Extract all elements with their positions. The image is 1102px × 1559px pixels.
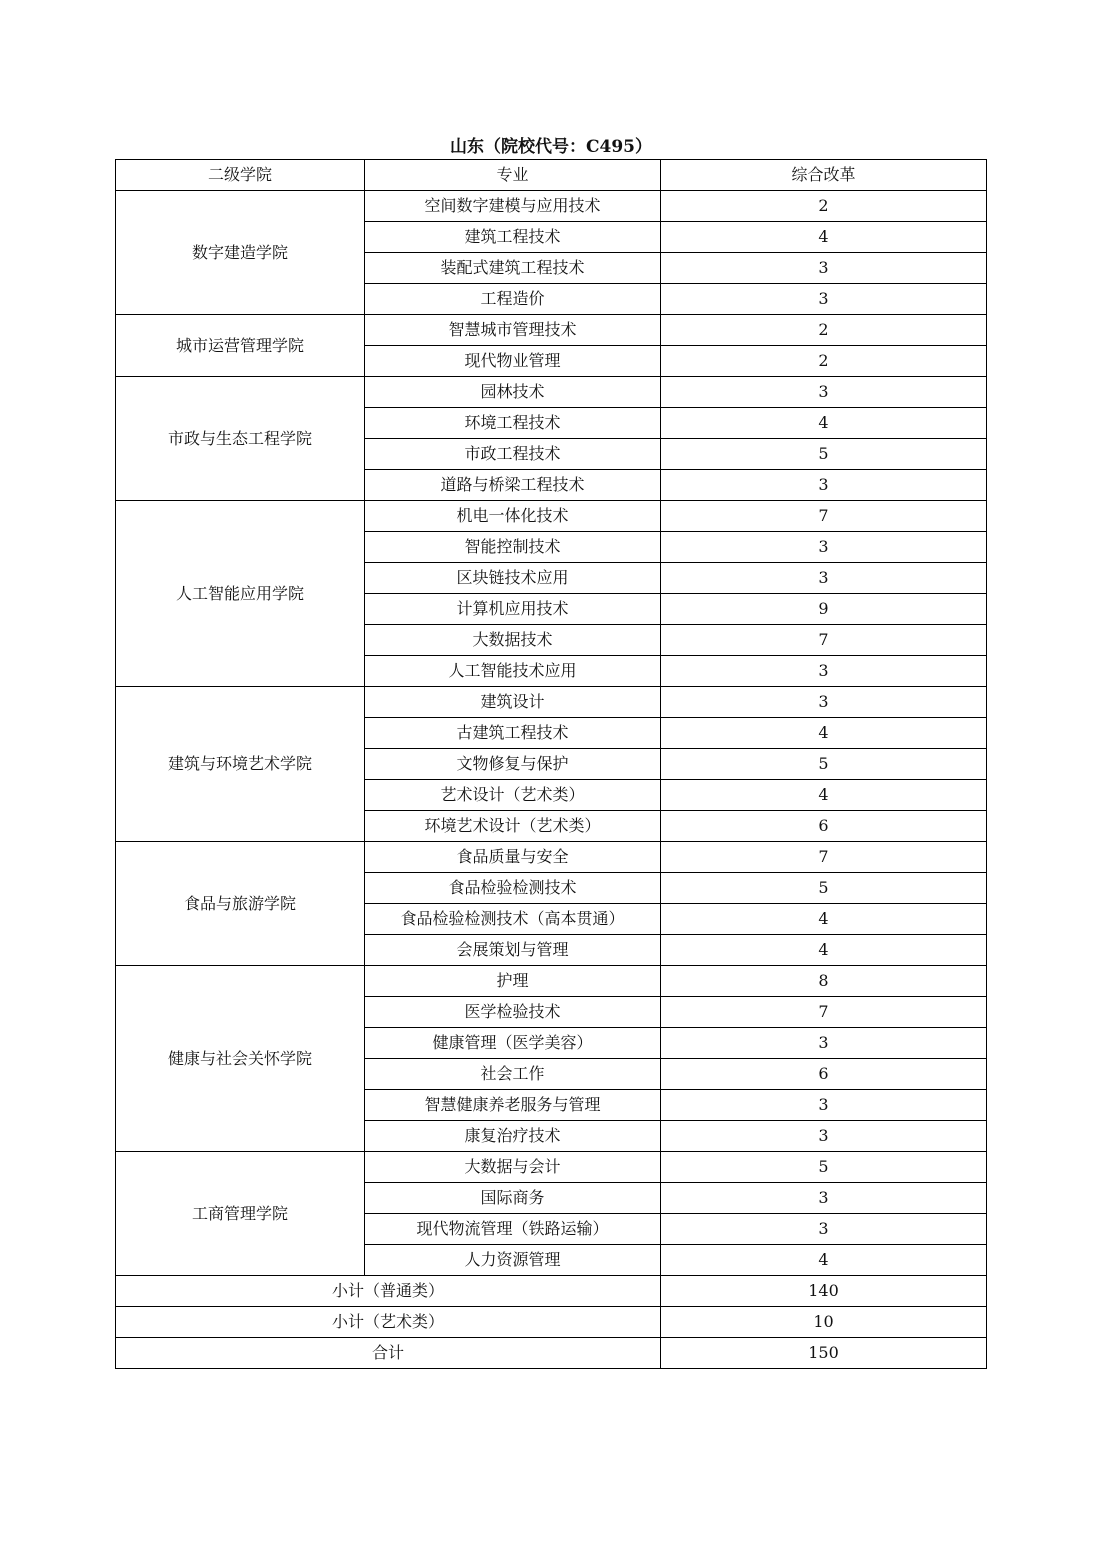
count-cell: 4	[661, 1245, 987, 1276]
college-cell: 数字建造学院	[116, 191, 365, 315]
count-cell: 7	[661, 501, 987, 532]
header-major: 专业	[365, 160, 661, 191]
total-row	[116, 1307, 987, 1338]
count-cell: 4	[661, 222, 987, 253]
major-cell: 健康管理（医学美容）	[365, 1028, 661, 1059]
major-cell: 智慧城市管理技术	[365, 315, 661, 346]
count-cell: 7	[661, 625, 987, 656]
count-cell: 3	[661, 1090, 987, 1121]
count-cell: 3	[661, 253, 987, 284]
total-row	[116, 1338, 987, 1369]
count-cell: 5	[661, 873, 987, 904]
major-cell: 园林技术	[365, 377, 661, 408]
total-value: 140	[661, 1276, 987, 1307]
count-cell: 6	[661, 811, 987, 842]
count-cell: 3	[661, 284, 987, 315]
major-cell: 人工智能技术应用	[365, 656, 661, 687]
count-cell: 4	[661, 408, 987, 439]
table-row	[116, 191, 987, 222]
major-cell: 区块链技术应用	[365, 563, 661, 594]
table-row	[116, 842, 987, 873]
count-cell: 5	[661, 439, 987, 470]
major-cell: 康复治疗技术	[365, 1121, 661, 1152]
count-cell: 3	[661, 656, 987, 687]
major-cell: 人力资源管理	[365, 1245, 661, 1276]
major-cell: 食品检验检测技术（高本贯通）	[365, 904, 661, 935]
major-cell: 市政工程技术	[365, 439, 661, 470]
major-cell: 会展策划与管理	[365, 935, 661, 966]
count-cell: 3	[661, 1214, 987, 1245]
total-label: 小计（普通类）	[116, 1276, 661, 1307]
major-cell: 护理	[365, 966, 661, 997]
college-cell: 食品与旅游学院	[116, 842, 365, 966]
major-cell: 食品检验检测技术	[365, 873, 661, 904]
total-value: 150	[661, 1338, 987, 1369]
header-count: 综合改革	[661, 160, 987, 191]
major-cell: 医学检验技术	[365, 997, 661, 1028]
header-college: 二级学院	[116, 160, 365, 191]
table-row	[116, 315, 987, 346]
count-cell: 3	[661, 563, 987, 594]
table-row	[116, 687, 987, 718]
major-cell: 现代物业管理	[365, 346, 661, 377]
count-cell: 7	[661, 997, 987, 1028]
total-row	[116, 1276, 987, 1307]
count-cell: 3	[661, 1121, 987, 1152]
total-label: 合计	[116, 1338, 661, 1369]
major-cell: 道路与桥梁工程技术	[365, 470, 661, 501]
table-row	[116, 966, 987, 997]
major-cell: 大数据技术	[365, 625, 661, 656]
major-cell: 艺术设计（艺术类）	[365, 780, 661, 811]
college-cell: 市政与生态工程学院	[116, 377, 365, 501]
page-title: 山东（院校代号：C495）	[449, 137, 653, 157]
table-row	[116, 501, 987, 532]
major-cell: 国际商务	[365, 1183, 661, 1214]
count-cell: 2	[661, 346, 987, 377]
major-cell: 现代物流管理（铁路运输）	[365, 1214, 661, 1245]
enrollment-table	[115, 159, 987, 1369]
major-cell: 工程造价	[365, 284, 661, 315]
major-cell: 大数据与会计	[365, 1152, 661, 1183]
count-cell: 8	[661, 966, 987, 997]
count-cell: 4	[661, 718, 987, 749]
count-cell: 3	[661, 1028, 987, 1059]
major-cell: 智能控制技术	[365, 532, 661, 563]
major-cell: 食品质量与安全	[365, 842, 661, 873]
college-cell: 人工智能应用学院	[116, 501, 365, 687]
major-cell: 环境工程技术	[365, 408, 661, 439]
count-cell: 6	[661, 1059, 987, 1090]
count-cell: 4	[661, 904, 987, 935]
header-row	[116, 160, 987, 191]
count-cell: 3	[661, 470, 987, 501]
college-cell: 工商管理学院	[116, 1152, 365, 1276]
count-cell: 5	[661, 749, 987, 780]
college-cell: 建筑与环境艺术学院	[116, 687, 365, 842]
table-row	[116, 377, 987, 408]
count-cell: 4	[661, 780, 987, 811]
major-cell: 环境艺术设计（艺术类）	[365, 811, 661, 842]
total-label: 小计（艺术类）	[116, 1307, 661, 1338]
college-cell: 健康与社会关怀学院	[116, 966, 365, 1152]
major-cell: 建筑工程技术	[365, 222, 661, 253]
count-cell: 9	[661, 594, 987, 625]
count-cell: 2	[661, 315, 987, 346]
major-cell: 社会工作	[365, 1059, 661, 1090]
total-value: 10	[661, 1307, 987, 1338]
table-row	[116, 1152, 987, 1183]
major-cell: 装配式建筑工程技术	[365, 253, 661, 284]
count-cell: 3	[661, 1183, 987, 1214]
major-cell: 计算机应用技术	[365, 594, 661, 625]
major-cell: 文物修复与保护	[365, 749, 661, 780]
major-cell: 机电一体化技术	[365, 501, 661, 532]
count-cell: 7	[661, 842, 987, 873]
college-cell: 城市运营管理学院	[116, 315, 365, 377]
count-cell: 3	[661, 532, 987, 563]
count-cell: 4	[661, 935, 987, 966]
count-cell: 3	[661, 687, 987, 718]
major-cell: 空间数字建模与应用技术	[365, 191, 661, 222]
major-cell: 智慧健康养老服务与管理	[365, 1090, 661, 1121]
count-cell: 2	[661, 191, 987, 222]
major-cell: 古建筑工程技术	[365, 718, 661, 749]
count-cell: 5	[661, 1152, 987, 1183]
major-cell: 建筑设计	[365, 687, 661, 718]
count-cell: 3	[661, 377, 987, 408]
